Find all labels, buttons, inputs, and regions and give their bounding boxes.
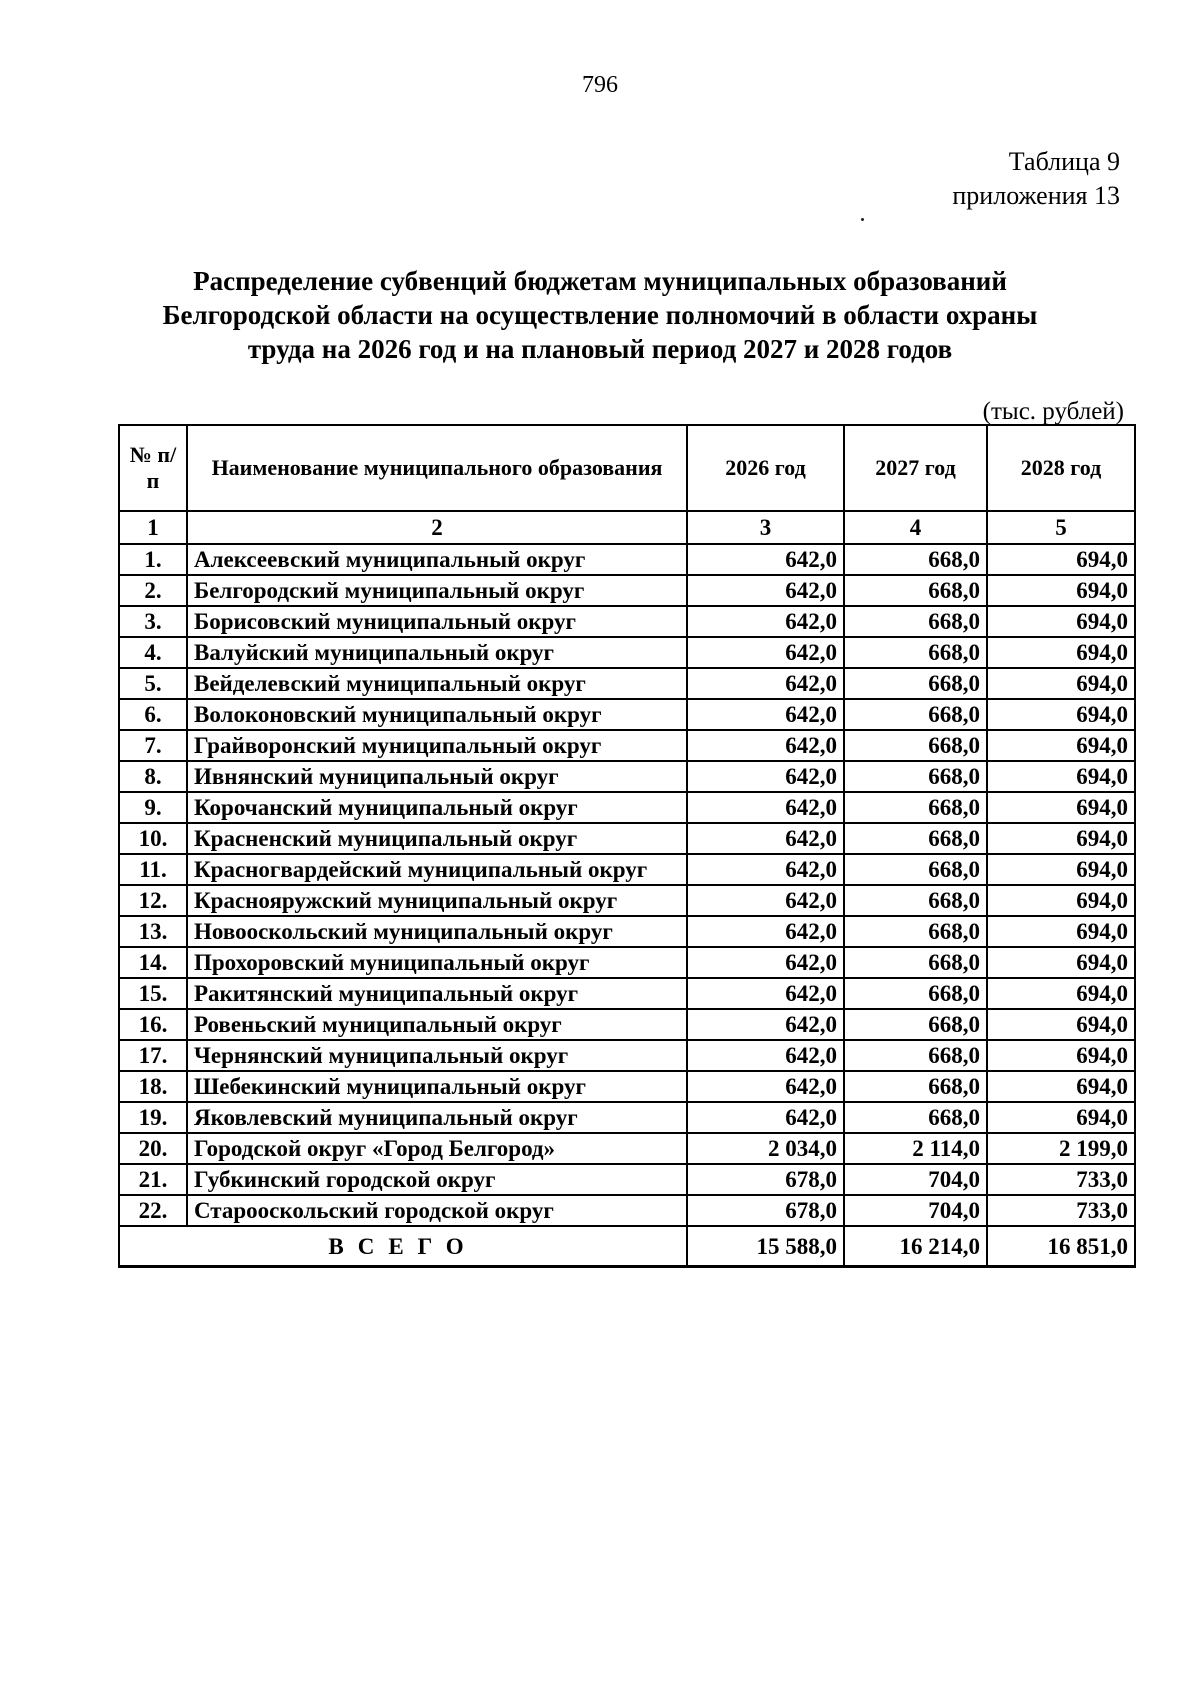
municipality-name: Шебекинский муниципальный округ — [187, 1071, 687, 1102]
municipality-name: Новооскольский муниципальный округ — [187, 916, 687, 947]
column-number: 3 — [687, 511, 844, 544]
value-2028: 694,0 — [987, 1071, 1135, 1102]
value-2028: 694,0 — [987, 730, 1135, 761]
value-2028: 694,0 — [987, 668, 1135, 699]
value-2026: 2 034,0 — [687, 1133, 844, 1164]
value-2028: 733,0 — [987, 1195, 1135, 1226]
value-2028: 694,0 — [987, 947, 1135, 978]
header-name: Наименование муниципального образования — [187, 425, 687, 511]
table-row — [119, 1102, 1135, 1133]
value-2027: 668,0 — [844, 730, 987, 761]
table-caption-line2: приложения 13 — [952, 181, 1120, 210]
municipality-name: Волоконовский муниципальный округ — [187, 699, 687, 730]
table-row — [119, 1040, 1135, 1071]
value-2026: 642,0 — [687, 885, 844, 916]
table-caption-line1: Таблица 9 — [1008, 147, 1120, 176]
value-2026: 642,0 — [687, 947, 844, 978]
page-number: 796 — [582, 72, 618, 98]
value-2026: 642,0 — [687, 916, 844, 947]
value-2027: 668,0 — [844, 699, 987, 730]
value-2027: 668,0 — [844, 1009, 987, 1040]
row-number: 17. — [119, 1040, 187, 1071]
value-2028: 694,0 — [987, 885, 1135, 916]
municipality-name: Городской округ «Город Белгород» — [187, 1133, 687, 1164]
document-title: Распределение субвенций бюджетам муниципальных образований Белгородской области на осуществление полномочий в области охраны труда на 2026 год и на плановый период 2027 и 2028 годов — [162, 266, 1038, 364]
value-2026: 678,0 — [687, 1195, 844, 1226]
value-2028: 694,0 — [987, 792, 1135, 823]
table-row — [119, 730, 1135, 761]
value-2027: 668,0 — [844, 854, 987, 885]
column-number: 5 — [987, 511, 1135, 544]
table-row — [119, 947, 1135, 978]
table-row — [119, 575, 1135, 606]
total-2027: 16 214,0 — [844, 1226, 987, 1267]
row-number: 7. — [119, 730, 187, 761]
value-2027: 668,0 — [844, 792, 987, 823]
value-2027: 668,0 — [844, 1040, 987, 1071]
municipality-name: Борисовский муниципальный округ — [187, 606, 687, 637]
table-row — [119, 699, 1135, 730]
table-row — [119, 823, 1135, 854]
table-row — [119, 1164, 1135, 1195]
row-number: 6. — [119, 699, 187, 730]
municipality-name: Ивнянский муниципальный округ — [187, 761, 687, 792]
value-2028: 694,0 — [987, 916, 1135, 947]
municipality-name: Белгородский муниципальный округ — [187, 575, 687, 606]
value-2027: 668,0 — [844, 606, 987, 637]
value-2026: 642,0 — [687, 792, 844, 823]
row-number: 22. — [119, 1195, 187, 1226]
value-2028: 694,0 — [987, 854, 1135, 885]
table-row — [119, 978, 1135, 1009]
value-2026: 642,0 — [687, 575, 844, 606]
value-2026: 642,0 — [687, 854, 844, 885]
value-2026: 678,0 — [687, 1164, 844, 1195]
value-2027: 668,0 — [844, 916, 987, 947]
value-2027: 668,0 — [844, 637, 987, 668]
row-number: 1. — [119, 544, 187, 575]
municipality-name: Ровеньский муниципальный округ — [187, 1009, 687, 1040]
row-number: 21. — [119, 1164, 187, 1195]
units-label: (тыс. рублей) — [982, 398, 1124, 425]
value-2026: 642,0 — [687, 1071, 844, 1102]
value-2028: 694,0 — [987, 823, 1135, 854]
value-2027: 668,0 — [844, 761, 987, 792]
table-row — [119, 544, 1135, 575]
value-2028: 694,0 — [987, 761, 1135, 792]
value-2027: 668,0 — [844, 1071, 987, 1102]
table-row — [119, 916, 1135, 947]
table-row — [119, 761, 1135, 792]
column-number-row — [119, 511, 1135, 544]
value-2026: 642,0 — [687, 761, 844, 792]
value-2027: 668,0 — [844, 947, 987, 978]
value-2026: 642,0 — [687, 699, 844, 730]
value-2027: 668,0 — [844, 978, 987, 1009]
municipality-name: Красненский муниципальный округ — [187, 823, 687, 854]
column-number: 2 — [187, 511, 687, 544]
table-row — [119, 1195, 1135, 1226]
value-2028: 694,0 — [987, 606, 1135, 637]
value-2028: 694,0 — [987, 637, 1135, 668]
value-2026: 642,0 — [687, 637, 844, 668]
row-number: 20. — [119, 1133, 187, 1164]
table-caption — [952, 145, 1120, 213]
row-number: 19. — [119, 1102, 187, 1133]
value-2026: 642,0 — [687, 1102, 844, 1133]
table-row — [119, 792, 1135, 823]
municipality-name: Красногвардейский муниципальный округ — [187, 854, 687, 885]
row-number: 5. — [119, 668, 187, 699]
header-2027: 2027 год — [844, 425, 987, 511]
row-number: 14. — [119, 947, 187, 978]
row-number: 12. — [119, 885, 187, 916]
header-2026: 2026 год — [687, 425, 844, 511]
value-2027: 668,0 — [844, 885, 987, 916]
value-2028: 694,0 — [987, 544, 1135, 575]
municipality-name: Вейделевский муниципальный округ — [187, 668, 687, 699]
row-number: 8. — [119, 761, 187, 792]
value-2028: 694,0 — [987, 978, 1135, 1009]
municipality-name: Краснояружский муниципальный округ — [187, 885, 687, 916]
value-2027: 668,0 — [844, 668, 987, 699]
municipality-name: Губкинский городской округ — [187, 1164, 687, 1195]
value-2028: 733,0 — [987, 1164, 1135, 1195]
value-2027: 704,0 — [844, 1195, 987, 1226]
row-number: 11. — [119, 854, 187, 885]
row-number: 18. — [119, 1071, 187, 1102]
value-2027: 2 114,0 — [844, 1133, 987, 1164]
row-number: 2. — [119, 575, 187, 606]
municipality-name: Алексеевский муниципальный округ — [187, 544, 687, 575]
value-2026: 642,0 — [687, 730, 844, 761]
value-2028: 694,0 — [987, 575, 1135, 606]
value-2028: 694,0 — [987, 699, 1135, 730]
value-2028: 2 199,0 — [987, 1133, 1135, 1164]
row-number: 16. — [119, 1009, 187, 1040]
total-2026: 15 588,0 — [687, 1226, 844, 1267]
municipality-name: Прохоровский муниципальный округ — [187, 947, 687, 978]
municipality-name: Грайворонский муниципальный округ — [187, 730, 687, 761]
value-2028: 694,0 — [987, 1009, 1135, 1040]
municipality-name: Яковлевский муниципальный округ — [187, 1102, 687, 1133]
value-2027: 668,0 — [844, 823, 987, 854]
column-number: 4 — [844, 511, 987, 544]
row-number: 9. — [119, 792, 187, 823]
value-2028: 694,0 — [987, 1040, 1135, 1071]
header-num: № п/п — [119, 425, 187, 511]
table-row — [119, 637, 1135, 668]
value-2026: 642,0 — [687, 978, 844, 1009]
value-2028: 694,0 — [987, 1102, 1135, 1133]
value-2026: 642,0 — [687, 1009, 844, 1040]
row-number: 10. — [119, 823, 187, 854]
value-2026: 642,0 — [687, 1040, 844, 1071]
column-number: 1 — [119, 511, 187, 544]
total-label: ВСЕГО — [119, 1226, 687, 1267]
table-row — [119, 885, 1135, 916]
municipality-name: Старооскольский городской округ — [187, 1195, 687, 1226]
total-row — [119, 1226, 1135, 1267]
header-2028: 2028 год — [987, 425, 1135, 511]
municipality-name: Корочанский муниципальный округ — [187, 792, 687, 823]
value-2026: 642,0 — [687, 668, 844, 699]
value-2026: 642,0 — [687, 544, 844, 575]
value-2027: 668,0 — [844, 1102, 987, 1133]
value-2027: 668,0 — [844, 575, 987, 606]
scan-speck — [861, 218, 864, 221]
table-row — [119, 1071, 1135, 1102]
row-number: 15. — [119, 978, 187, 1009]
table-body — [119, 511, 1135, 1226]
row-number: 4. — [119, 637, 187, 668]
table-row — [119, 1133, 1135, 1164]
row-number: 3. — [119, 606, 187, 637]
value-2027: 704,0 — [844, 1164, 987, 1195]
value-2027: 668,0 — [844, 544, 987, 575]
table-header-row — [119, 425, 1135, 511]
table-row — [119, 606, 1135, 637]
table-row — [119, 1009, 1135, 1040]
municipality-name: Валуйский муниципальный округ — [187, 637, 687, 668]
municipality-name: Чернянский муниципальный округ — [187, 1040, 687, 1071]
subvention-table — [118, 424, 1136, 1268]
value-2026: 642,0 — [687, 823, 844, 854]
value-2026: 642,0 — [687, 606, 844, 637]
total-2028: 16 851,0 — [987, 1226, 1135, 1267]
row-number: 13. — [119, 916, 187, 947]
municipality-name: Ракитянский муниципальный округ — [187, 978, 687, 1009]
table-row — [119, 854, 1135, 885]
table-row — [119, 668, 1135, 699]
